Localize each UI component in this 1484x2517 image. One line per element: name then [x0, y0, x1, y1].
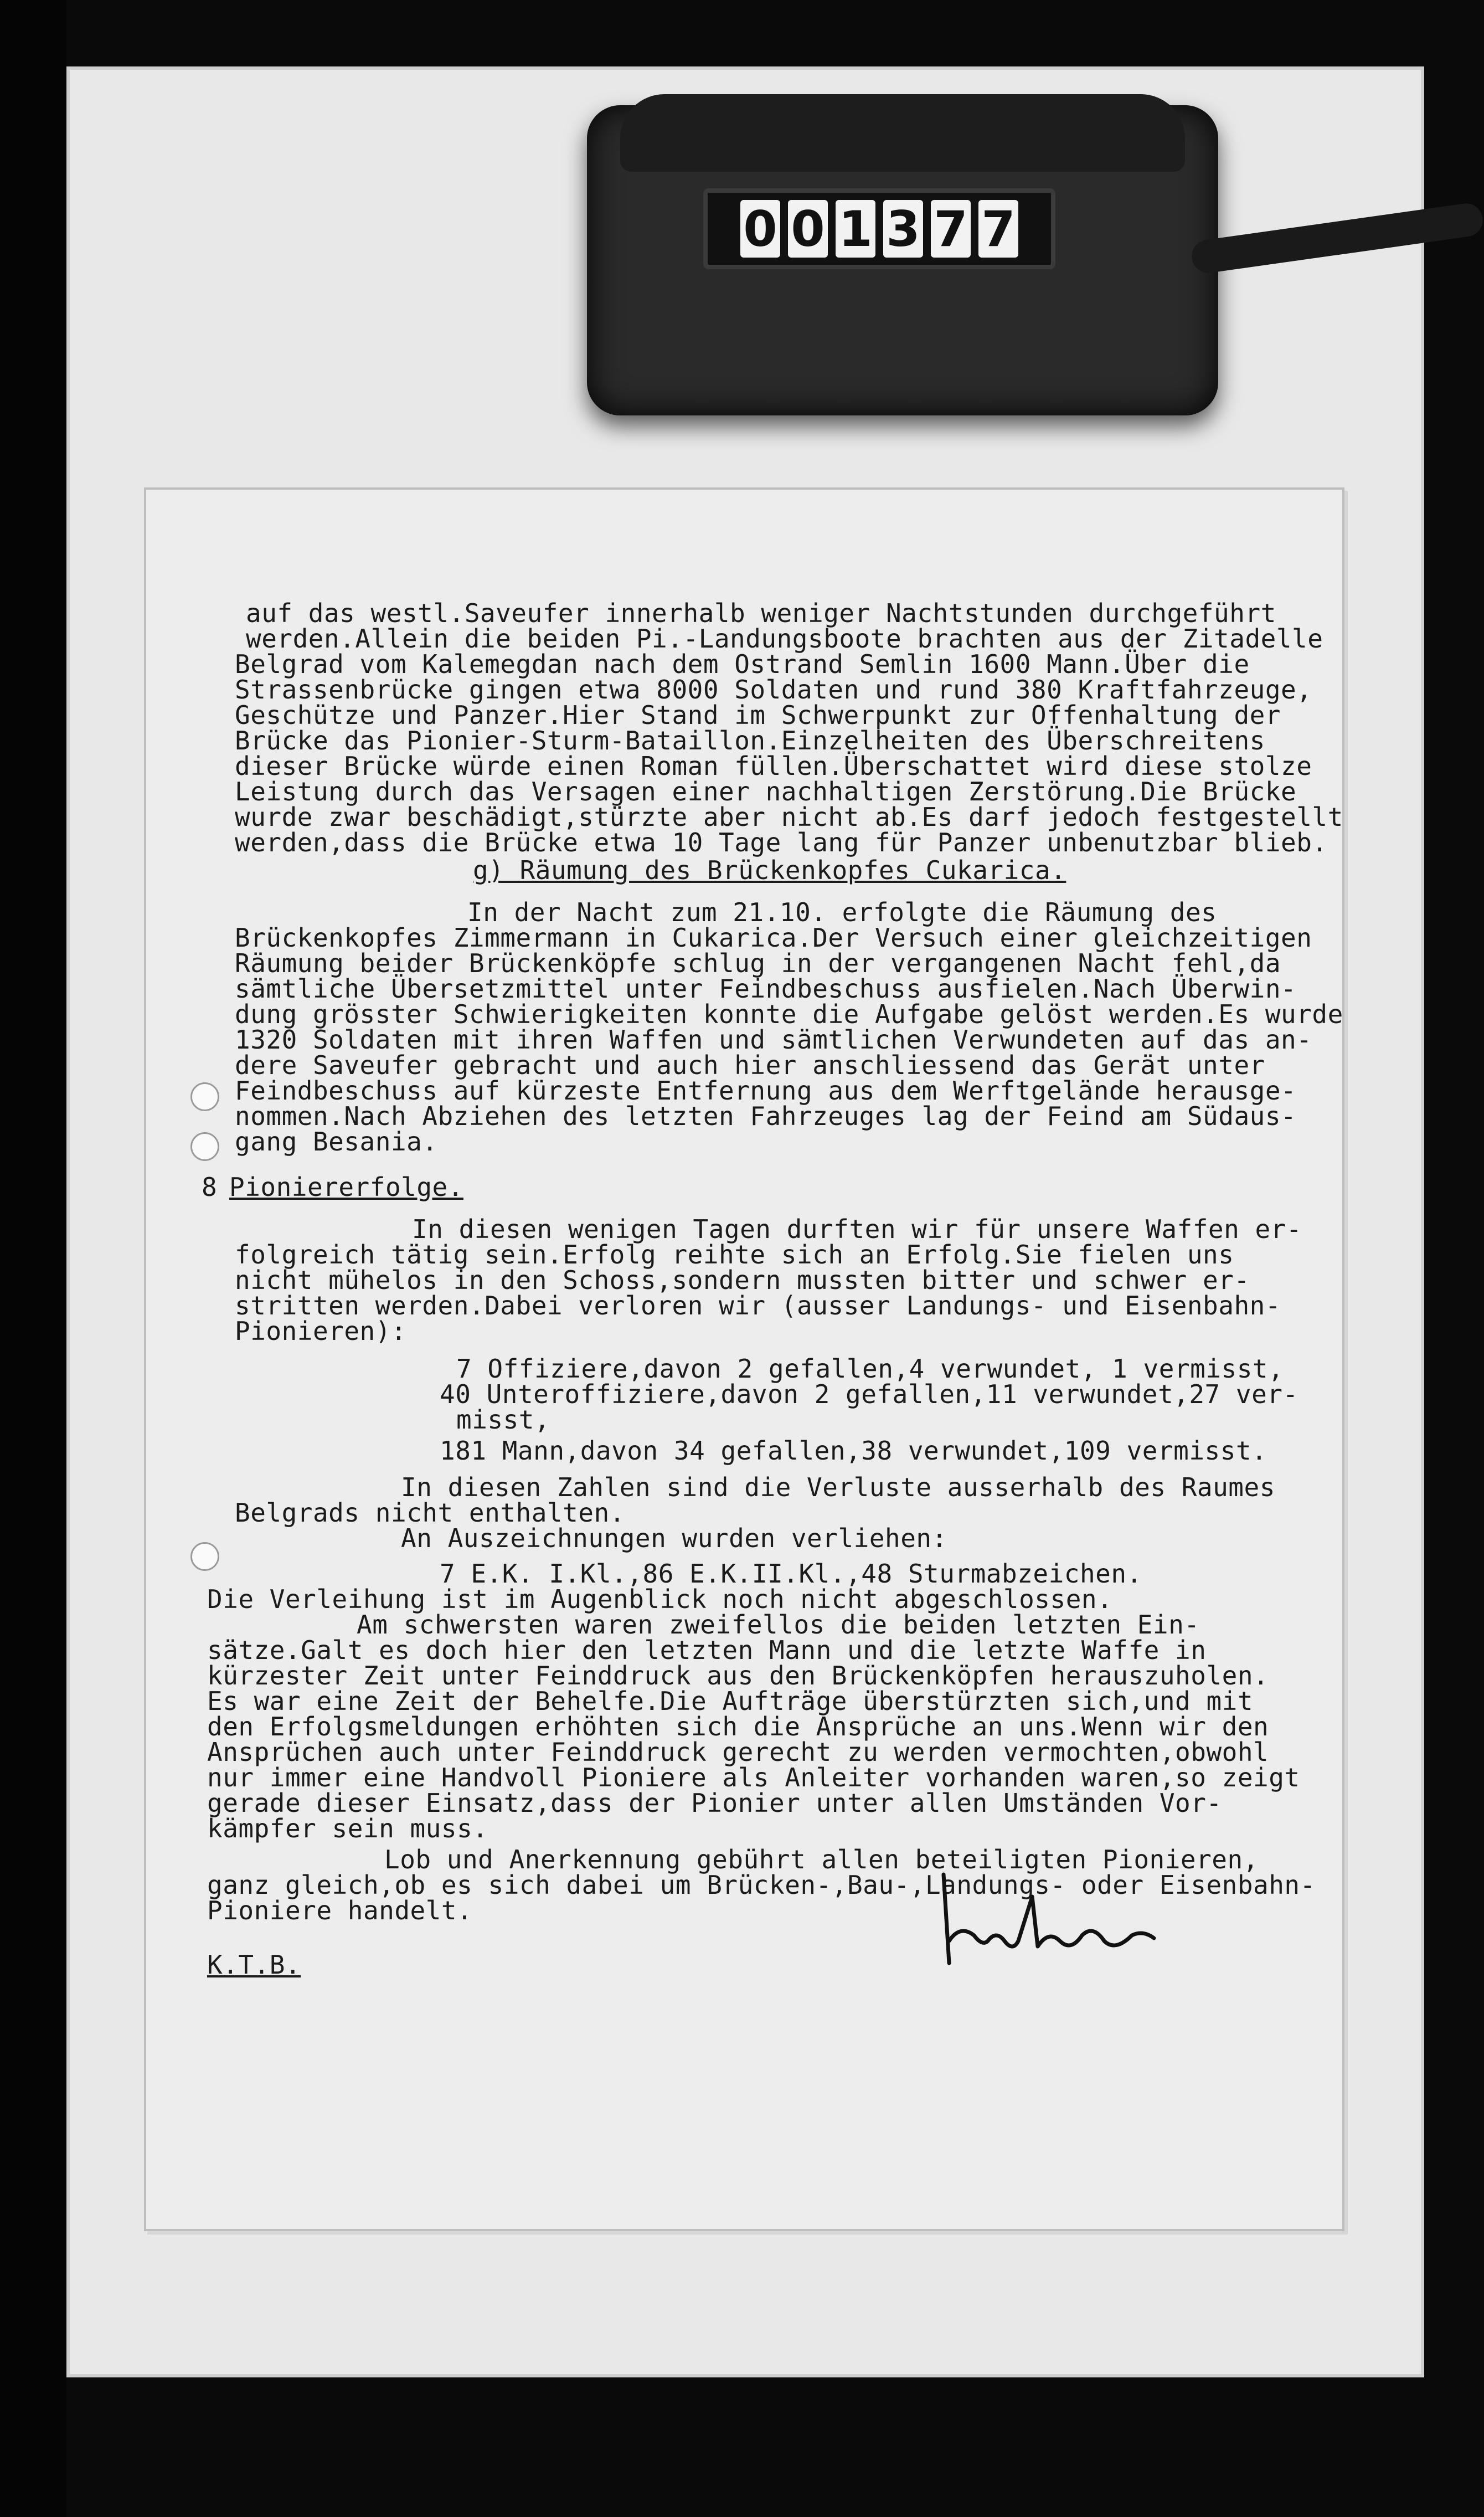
- text-line: 7 E.K. I.Kl.,86 E.K.II.Kl.,48 Sturmabzeichen.: [440, 1559, 1142, 1589]
- counter-housing-top: [620, 94, 1185, 172]
- text-line: den Erfolgsmeldungen erhöhten sich die Ansprüche an uns.Wenn wir den: [207, 1712, 1269, 1742]
- punch-hole: [190, 1082, 219, 1111]
- text-line: nicht mühelos in den Schoss,sondern mussten bitter und schwer er-: [235, 1265, 1250, 1295]
- ktb-reference: K.T.B.: [207, 1950, 301, 1980]
- text-line: Ansprüchen auch unter Feinddruck gerecht zu werden vermochten,obwohl: [207, 1737, 1269, 1767]
- text-line: Pionieren):: [235, 1316, 407, 1346]
- text-line: In diesen wenigen Tagen durften wir für unsere Waffen er-: [412, 1214, 1302, 1244]
- text-line: Es war eine Zeit der Behelfe.Die Aufträge überstürzten sich,und mit: [207, 1686, 1254, 1716]
- section-heading: g) Räumung des Brückenkopfes Cukarica.: [473, 855, 1066, 885]
- text-line: Brückenkopfes Zimmermann in Cukarica.Der Versuch einer gleichzeitigen: [235, 923, 1312, 953]
- counter-digit: 0: [740, 200, 780, 258]
- text-line: 7 Offiziere,davon 2 gefallen,4 verwundet, 1 vermisst,: [456, 1354, 1284, 1384]
- counter-digit: 1: [836, 200, 875, 258]
- text-line: Brücke das Pionier-Sturm-Bataillon.Einzelheiten des Überschreitens: [235, 726, 1265, 756]
- text-line: misst,: [456, 1405, 550, 1435]
- text-line: Die Verleihung ist im Augenblick noch nicht abgeschlossen.: [207, 1584, 1113, 1614]
- text-line: In der Nacht zum 21.10. erfolgte die Räumung des: [467, 897, 1217, 927]
- text-line: Geschütze und Panzer.Hier Stand im Schwerpunkt zur Offenhaltung der: [235, 700, 1281, 730]
- text-line: gang Besania.: [235, 1127, 438, 1157]
- text-line: Räumung beider Brückenköpfe schlug in der vergangenen Nacht fehl,da: [235, 948, 1281, 978]
- handwritten-signature: [921, 1863, 1176, 1985]
- film-border: [0, 0, 66, 2517]
- text-line: nur immer eine Handvoll Pioniere als Anleiter vorhanden waren,so zeigt: [207, 1763, 1300, 1792]
- text-line: 40 Unteroffiziere,davon 2 gefallen,11 verwundet,27 ver-: [440, 1379, 1298, 1409]
- section-heading: Pioniererfolge.: [229, 1172, 463, 1202]
- text-line: nommen.Nach Abziehen des letzten Fahrzeuges lag der Feind am Südaus-: [235, 1101, 1297, 1131]
- text-line: Pioniere handelt.: [207, 1896, 473, 1925]
- punch-hole: [190, 1132, 219, 1161]
- counter-digit: 0: [788, 200, 828, 258]
- text-line: werden.Allein die beiden Pi.-Landungsboote brachten aus der Zitadelle: [246, 624, 1323, 654]
- text-line: kürzester Zeit unter Feinddruck aus den Brückenköpfen herauszuholen.: [207, 1661, 1269, 1691]
- text-line: sämtliche Übersetzmittel unter Feindbeschuss ausfielen.Nach Überwin-: [235, 974, 1297, 1004]
- text-line: wurde zwar beschädigt,stürzte aber nicht ab.Es darf jedoch festgestellt: [235, 802, 1343, 832]
- text-line: 181 Mann,davon 34 gefallen,38 verwundet,109 vermisst.: [440, 1436, 1267, 1466]
- frame-counter-device: [587, 105, 1218, 415]
- text-line: ganz gleich,ob es sich dabei um Brücken-,Bau-,Landungs- oder Eisenbahn-: [207, 1870, 1316, 1900]
- text-line: kämpfer sein muss.: [207, 1814, 488, 1843]
- counter-digit: 3: [883, 200, 923, 258]
- text-line: Am schwersten waren zweifellos die beiden letzten Ein-: [357, 1610, 1200, 1640]
- text-line: Belgrad vom Kalemegdan nach dem Ostrand Semlin 1600 Mann.Über die: [235, 649, 1250, 679]
- text-line: Lob und Anerkennung gebührt allen beteiligten Pionieren,: [384, 1845, 1259, 1874]
- text-line: auf das westl.Saveufer innerhalb weniger Nachtstunden durchgeführt: [246, 598, 1276, 628]
- counter-display: [703, 188, 1055, 269]
- text-line: gerade dieser Einsatz,dass der Pionier unter allen Umständen Vor-: [207, 1788, 1222, 1818]
- text-line: sätze.Galt es doch hier den letzten Mann und die letzte Waffe in: [207, 1635, 1207, 1665]
- text-line: An Auszeichnungen wurden verliehen:: [401, 1523, 947, 1553]
- text-line: dieser Brücke würde einen Roman füllen.Überschattet wird diese stolze: [235, 751, 1312, 781]
- text-line: Leistung durch das Versagen einer nachhaltigen Zerstörung.Die Brücke: [235, 777, 1297, 807]
- punch-hole: [190, 1542, 219, 1571]
- text-line: folgreich tätig sein.Erfolg reihte sich an Erfolg.Sie fielen uns: [235, 1240, 1234, 1270]
- text-line: Strassenbrücke gingen etwa 8000 Soldaten und rund 380 Kraftfahrzeuge,: [235, 675, 1312, 705]
- typed-document-page: [144, 487, 1344, 2231]
- text-line: dere Saveufer gebracht und auch hier anschliessend das Gerät unter: [235, 1050, 1265, 1080]
- section-marker: 8: [202, 1172, 218, 1202]
- text-line: dung grösster Schwierigkeiten konnte die Aufgabe gelöst werden.Es wurde: [235, 999, 1343, 1029]
- counter-digit: 7: [931, 200, 971, 258]
- text-line: In diesen Zahlen sind die Verluste ausserhalb des Raumes: [401, 1472, 1275, 1502]
- counter-digit: 7: [978, 200, 1018, 258]
- text-line: Belgrads nicht enthalten.: [235, 1498, 625, 1528]
- text-line: stritten werden.Dabei verloren wir (ausser Landungs- und Eisenbahn-: [235, 1291, 1281, 1321]
- text-line: werden,dass die Brücke etwa 10 Tage lang für Panzer unbenutzbar blieb.: [235, 828, 1328, 857]
- text-line: 1320 Soldaten mit ihren Waffen und sämtlichen Verwundeten auf das an-: [235, 1025, 1312, 1055]
- text-line: Feindbeschuss auf kürzeste Entfernung aus dem Werftgelände herausge-: [235, 1076, 1297, 1106]
